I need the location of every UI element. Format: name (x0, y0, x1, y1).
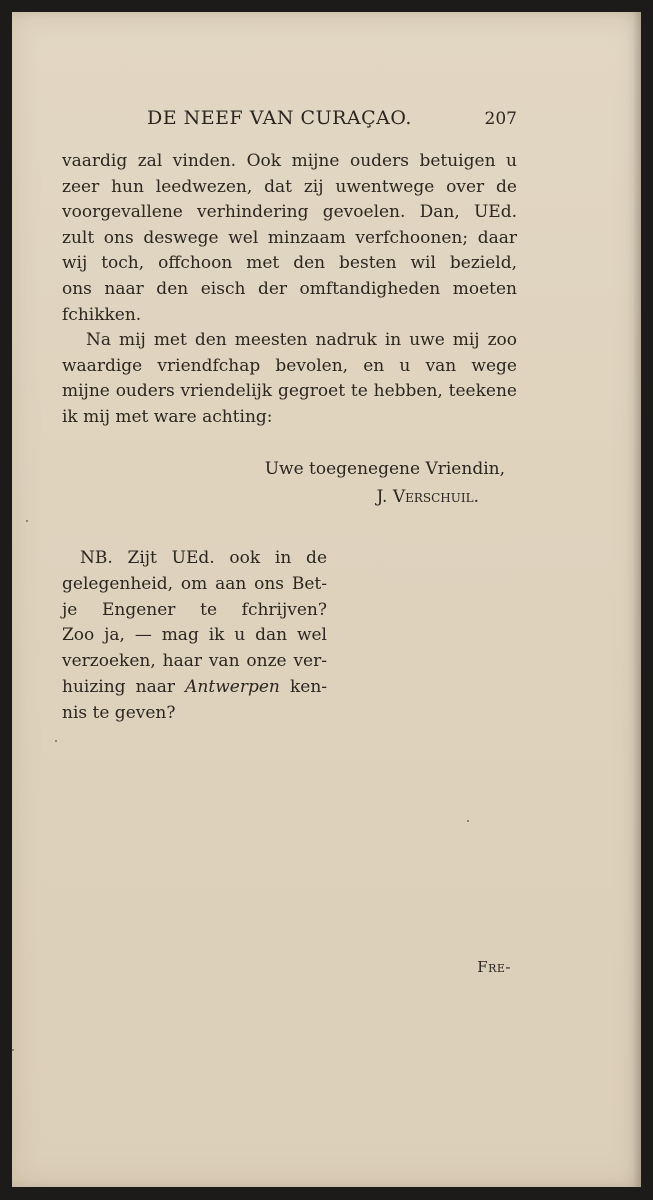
paper-speck (55, 740, 57, 742)
page-number: 207 (484, 109, 517, 129)
paper-speck (12, 1049, 14, 1051)
body-line: mijne ouders vriendelijk gegroet te hebben, teekene (62, 381, 517, 402)
postscript-text: huizing naar (62, 676, 176, 697)
postscript (62, 546, 327, 727)
body-line: ik mij met ware achting: (62, 406, 273, 427)
salutation: Uwe toegenegene Vriendin, (264, 459, 505, 479)
body-line: voorgevallene verhindering gevoelen. Dan, UEd. (62, 202, 517, 223)
postscript-text: ken- (289, 676, 328, 697)
catchword: Fre- (477, 958, 511, 976)
body-line: Na mij met den meesten nadruk in uwe mij zoo (86, 330, 517, 351)
postscript-line: gelegenheid, om aan ons Bet- (62, 573, 327, 594)
running-title: DE NEEF VAN CURAÇAO. (147, 107, 412, 129)
signature-initial: J. (376, 487, 388, 507)
body-line: zult ons deswege wel minzaam verfchoonen; daar (62, 227, 517, 248)
body-line: vaardig zal vinden. Ook mijne ouders betuigen u (62, 151, 517, 171)
book-page (12, 12, 641, 1187)
page-header (62, 107, 517, 137)
body-line: ons naar den eisch der omftandigheden moeten (62, 278, 517, 299)
postscript-line-composite (62, 675, 327, 701)
signature (62, 483, 517, 511)
body-line: wij toch, offchoon met den besten wil bezield, (62, 253, 517, 274)
signature-name: Verschuil. (392, 487, 479, 507)
postscript-line: NB. Zijt UEd. ook in de (80, 548, 327, 568)
place-name: Antwerpen (185, 676, 280, 697)
paper-speck (467, 820, 469, 822)
body-line: fchikken. (62, 304, 142, 325)
body-line: waardige vriendfchap bevolen, en u van wege (62, 355, 517, 376)
body-line: zeer hun leedwezen, dat zij uwentwege over de (62, 176, 517, 197)
postscript-line: Zoo ja, — mag ik u dan wel (62, 625, 327, 646)
paper-speck (26, 520, 28, 522)
postscript-line: nis te geven? (62, 702, 176, 723)
postscript-line: verzoeken, haar van onze ver- (62, 651, 327, 672)
postscript-line: je Engener te fchrijven? (62, 599, 327, 620)
letter-closing (62, 455, 517, 511)
letter-body (62, 149, 517, 431)
